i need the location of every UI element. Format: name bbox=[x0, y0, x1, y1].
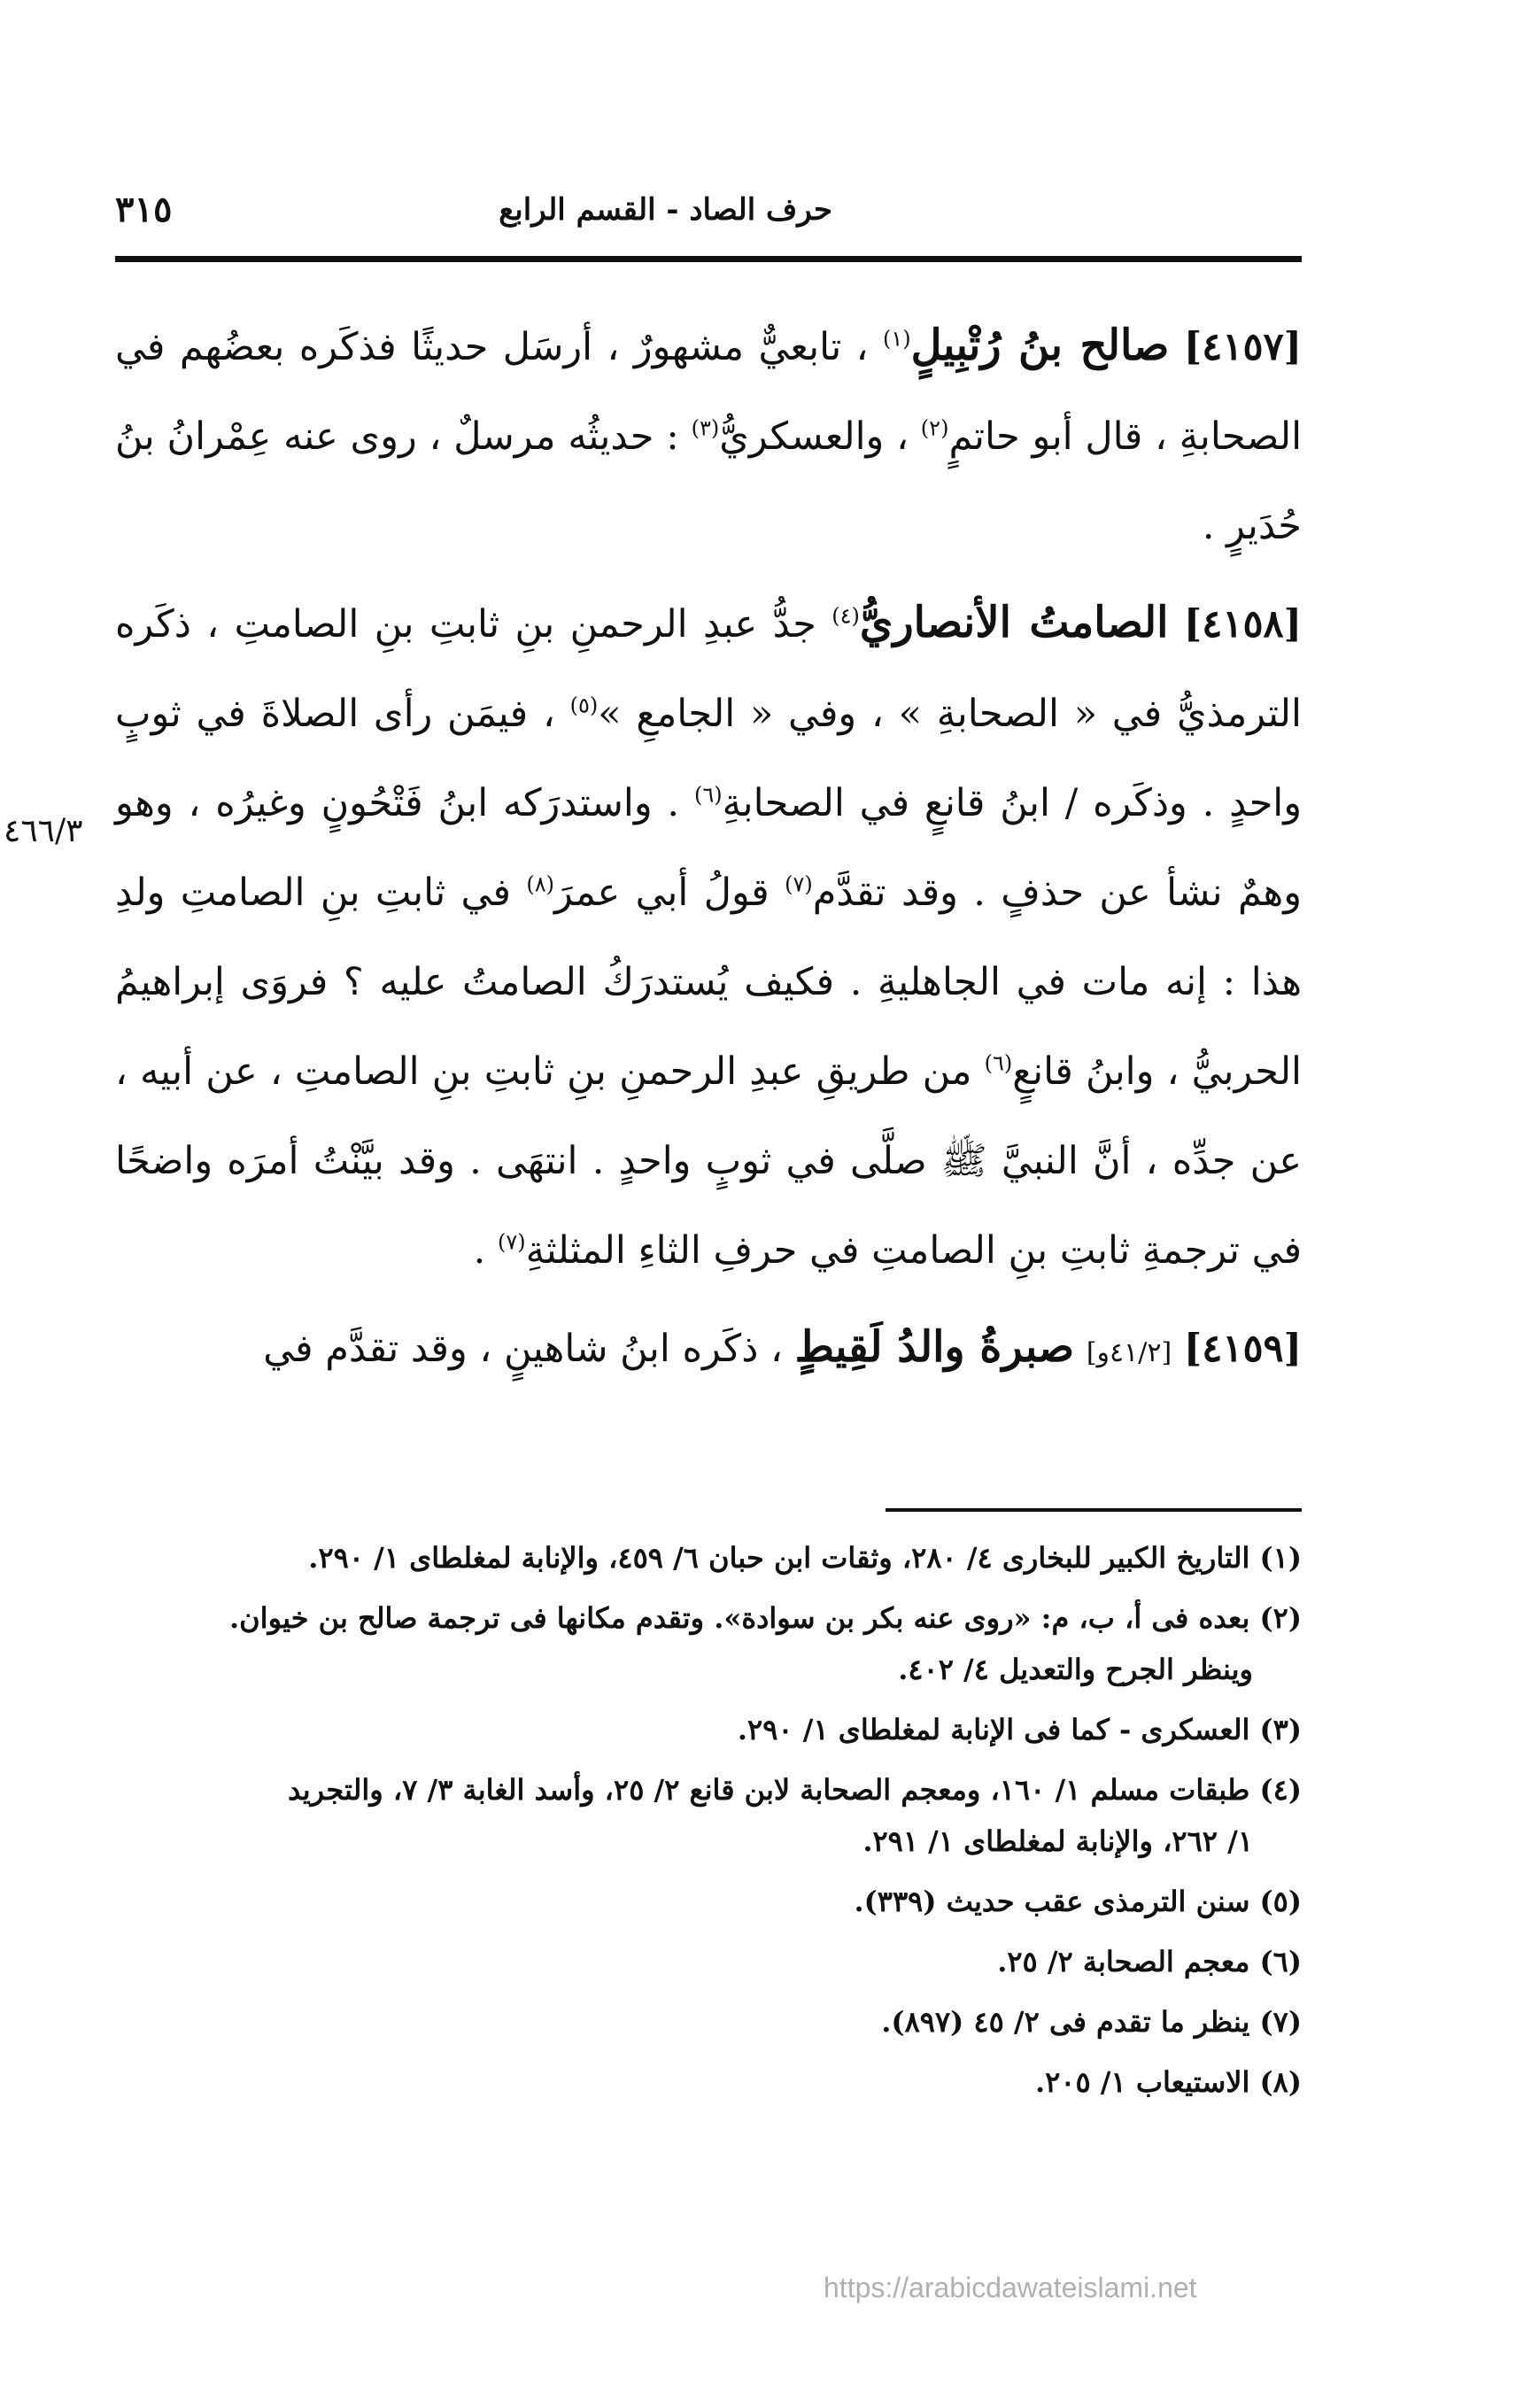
entry-text: ، تابعيٌّ مشهورٌ ، أرسَل حديثًا فذكَره بعضُهم في الصحابةِ ، قال أبو حاتمٍ bbox=[115, 325, 1303, 459]
footnote-number: (٣) bbox=[1259, 1713, 1302, 1746]
footnote bbox=[115, 1704, 1302, 1755]
header-rule bbox=[115, 256, 1302, 262]
entry-text: من طريقِ عبدِ الرحمنِ بنِ ثابتِ بنِ الصامتِ ، عن أبيه ، عن جدِّه ، أنَّ النبيَّ ﷺ صلَّى في ثوبٍ واحدٍ . انتهَى . وقد بيَّنْتُ أمرَه واضحًا في ترجمةِ ثابتِ بنِ الصامتِ في حرفِ الثاءِ المثلثةِ bbox=[115, 1049, 1302, 1273]
entry-number: [٤١٥٧] bbox=[1183, 325, 1303, 369]
footnote bbox=[115, 1996, 1302, 2048]
footnote-number: (٤) bbox=[1259, 1773, 1302, 1807]
footnote-number: (٥) bbox=[1259, 1885, 1302, 1918]
footnote bbox=[115, 1876, 1302, 1927]
footnote-continuation: ١/ ٢٦٢، والإنابة لمغلطاى ١/ ٢٩١. bbox=[862, 1824, 1253, 1858]
footnote bbox=[115, 1764, 1302, 1867]
footnote-marker: (٦) bbox=[984, 1050, 1013, 1076]
footnote-text: التاريخ الكبير للبخارى ٤/ ٢٨٠، وثقات ابن حبان ٦/ ٤٥٩، والإنابة لمغلطاى ١/ ٢٩٠. bbox=[308, 1541, 1250, 1575]
footnote-rule bbox=[886, 1508, 1302, 1512]
footnote-marker: (٧) bbox=[785, 871, 813, 897]
footnote-marker: (٢) bbox=[920, 415, 949, 441]
footnote-text: معجم الصحابة ٢/ ٢٥. bbox=[997, 1945, 1250, 1978]
entry-number: [٤١٥٨] bbox=[1183, 602, 1303, 647]
entry-text: ، ذكَره ابنُ شاهينٍ ، وقد تقدَّم في bbox=[263, 1327, 783, 1371]
footnote-marker: (١) bbox=[883, 326, 911, 352]
header-title: حرف الصاد - القسم الرابع bbox=[499, 192, 832, 228]
entry-text: ، فيمَن رأى الصلاةَ في ثوبٍ واحدٍ . وذكَره / ابنُ قانعٍ في الصحابةِ bbox=[115, 692, 1303, 825]
footnote-text: بعده فى أ، ب، م: «روى عنه بكر بن سوادة». وتقدم مكانها فى ترجمة صالح بن خيوان. bbox=[229, 1601, 1250, 1635]
main-text bbox=[115, 301, 1302, 1405]
footnote-marker: (٥) bbox=[569, 693, 599, 718]
entry-text: . bbox=[473, 1228, 486, 1273]
footnote-number: (٢) bbox=[1259, 1601, 1302, 1635]
entry-text: ، والعسكريُّ bbox=[719, 414, 909, 459]
entry-number: [٤١٥٩] bbox=[1183, 1327, 1302, 1371]
watermark-url: https://arabicdawateislami.net bbox=[824, 2272, 1197, 2303]
entry-name: صالح بنُ رُتْبِيلٍ bbox=[910, 321, 1170, 370]
entry-name: صبرةُ والدُ لَقِيطٍ bbox=[794, 1322, 1075, 1372]
footnote bbox=[115, 1532, 1302, 1583]
entry-text: جدُّ عبدِ الرحمنِ بنِ ثابتِ بنِ الصامتِ ، ذكَره الترمذيُّ في « الصحابةِ » ، وفي « الجامعِ » bbox=[115, 602, 1302, 736]
footnote-number: (٧) bbox=[1259, 2005, 1302, 2039]
entry-4158 bbox=[115, 578, 1302, 1296]
footnote bbox=[115, 1592, 1302, 1695]
footnote-continuation: وينظر الجرح والتعديل ٤/ ٤٠٢. bbox=[898, 1653, 1253, 1686]
footnote-text: سنن الترمذى عقب حديث (٣٣٩). bbox=[854, 1885, 1250, 1918]
footnote-text: طبقات مسلم ١/ ١٦٠، ومعجم الصحابة لابن قانع ٢/ ٢٥، وأسد الغابة ٣/ ٧، والتجريد bbox=[287, 1773, 1250, 1807]
footnote-marker: (٣) bbox=[691, 415, 720, 441]
entry-4159 bbox=[115, 1303, 1302, 1398]
footnote-text: العسكرى - كما فى الإنابة لمغلطاى ١/ ٢٩٠. bbox=[737, 1713, 1250, 1746]
footnote-number: (٨) bbox=[1259, 2065, 1302, 2099]
manuscript-ref: [٤١/٢و] bbox=[1086, 1337, 1172, 1368]
footnote-marker: (٨) bbox=[526, 871, 554, 897]
entry-text: في ثابتِ بنِ الصامتِ ولدِ هذا : إنه مات في الجاهليةِ . فكيف يُستدرَكُ الصامتُ عليه ؟ فروَى إبراهيمُ الحربيُّ ، وابنُ قانعٍ bbox=[115, 871, 1303, 1094]
footnote bbox=[115, 1936, 1302, 1987]
footnote-text: الاستيعاب ١/ ٢٠٥. bbox=[1034, 2065, 1250, 2099]
entry-4157 bbox=[115, 301, 1302, 571]
entry-text: : حديثُه مرسلٌ ، روى عنه عِمْرانُ بنُ حُدَيرٍ . bbox=[115, 414, 1302, 548]
entry-text: . واستدرَكه ابنُ فَتْحُونٍ وغيرُه ، وهو وهمٌ نشأ عن حذفٍ . وقد تقدَّم bbox=[115, 781, 1303, 915]
entry-name: الصامتُ الأنصاريُّ bbox=[859, 598, 1169, 647]
footnote-number: (١) bbox=[1259, 1541, 1302, 1575]
margin-reference: ٤٦٦/٣ bbox=[4, 813, 83, 849]
footnotes bbox=[115, 1532, 1302, 2117]
footnote-number: (٦) bbox=[1259, 1945, 1302, 1978]
footnote-marker: (٦) bbox=[693, 782, 723, 808]
running-header bbox=[115, 182, 1302, 248]
entry-text: قولُ أبي عمرَ bbox=[553, 871, 770, 915]
footnote-text: ينظر ما تقدم فى ٢/ ٤٥ (٨٩٧). bbox=[881, 2005, 1250, 2039]
footnote-marker: (٧) bbox=[498, 1229, 526, 1255]
footnote bbox=[115, 2056, 1302, 2108]
page-number: ٣١٥ bbox=[115, 189, 173, 230]
footnote-marker: (٤) bbox=[831, 603, 860, 629]
